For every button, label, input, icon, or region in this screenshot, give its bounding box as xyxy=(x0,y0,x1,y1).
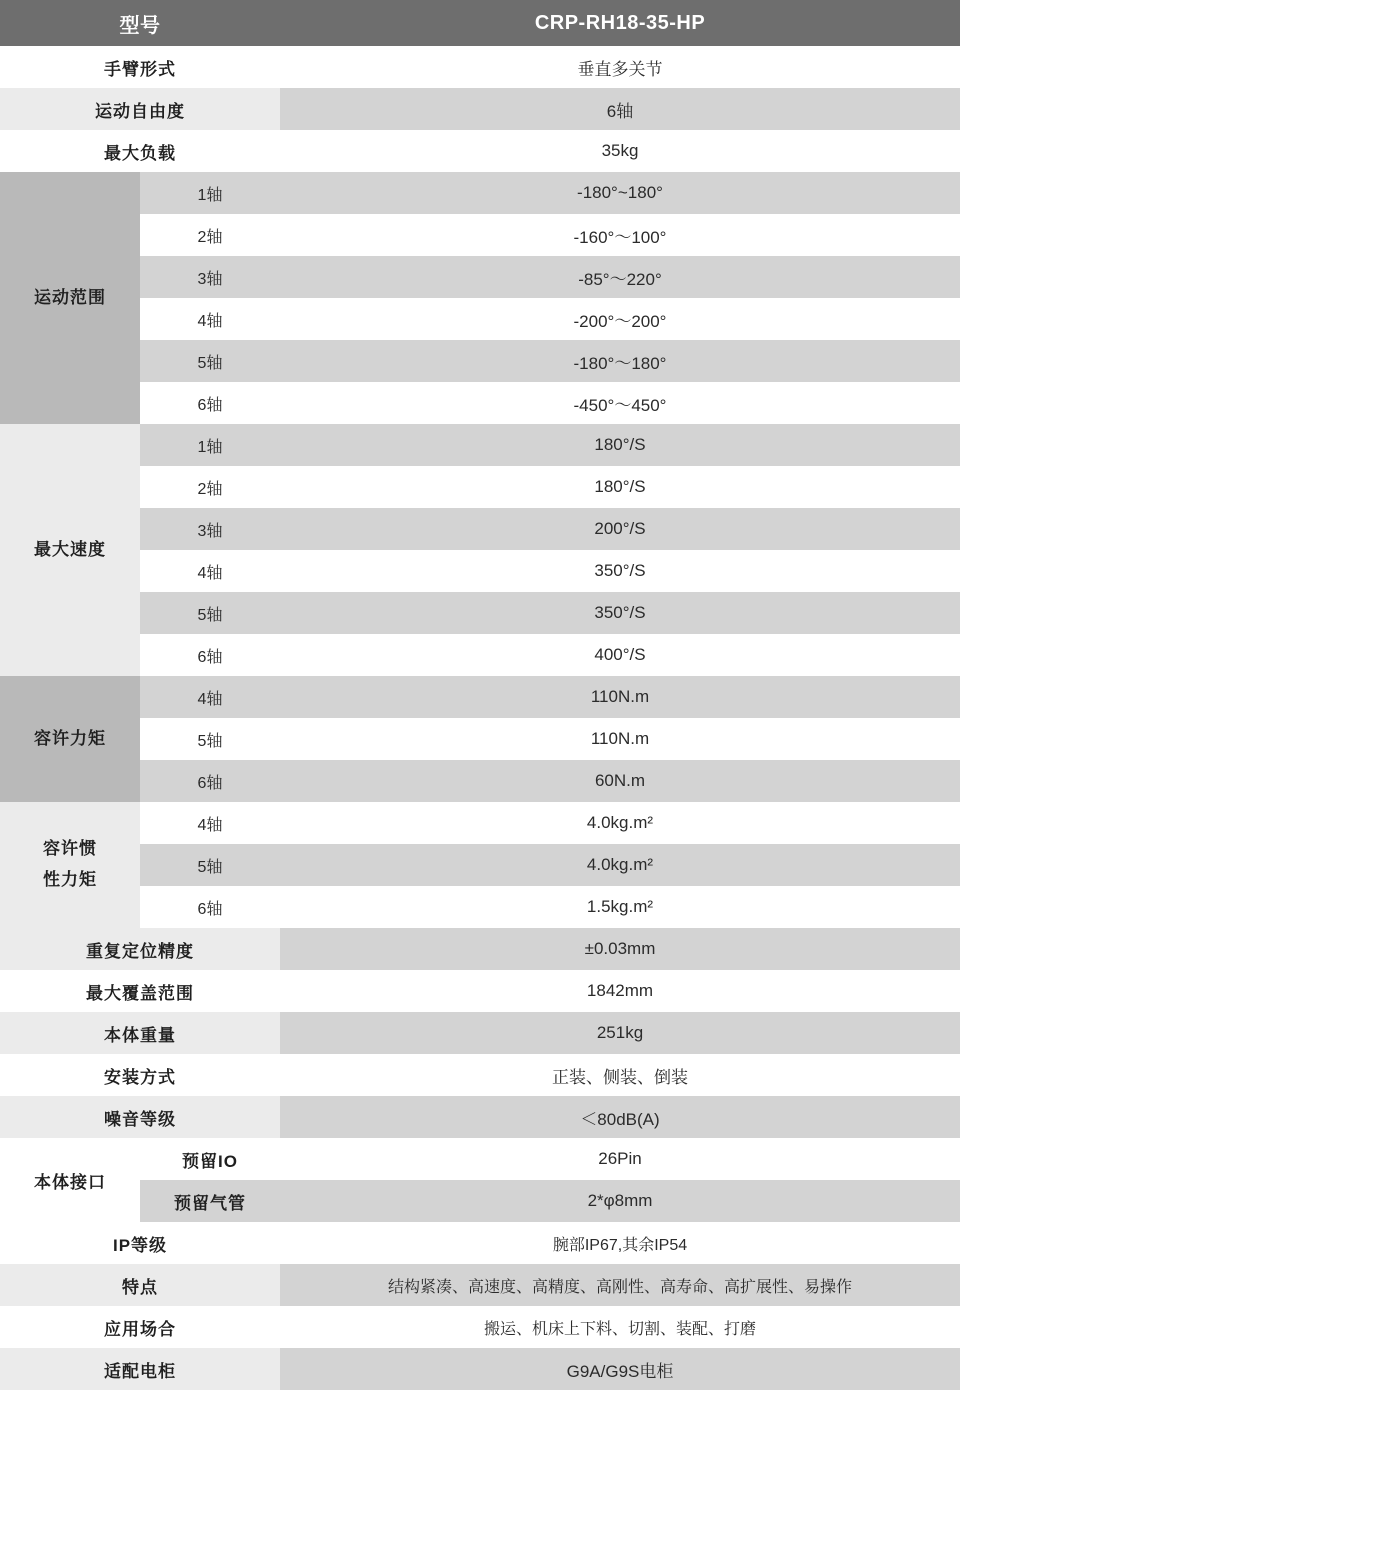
row-sublabel: 6轴 xyxy=(140,760,280,802)
row-value: 200°/S xyxy=(280,508,960,550)
table-row xyxy=(0,1138,960,1180)
row-value: -85°～220° xyxy=(280,256,960,298)
row-sublabel: 6轴 xyxy=(140,634,280,676)
row-value: G9A/G9S电柜 xyxy=(280,1348,960,1390)
row-label: IP等级 xyxy=(0,1222,280,1264)
row-value: ＜80dB(A) xyxy=(280,1096,960,1138)
row-value: 35kg xyxy=(280,130,960,172)
group-label-line1: 容许惯 xyxy=(43,839,97,859)
row-value: 1.5kg.m² xyxy=(280,886,960,928)
row-sublabel: 预留IO xyxy=(140,1138,280,1180)
table-row xyxy=(0,970,960,1012)
row-value: 251kg xyxy=(280,1012,960,1054)
row-value: 60N.m xyxy=(280,760,960,802)
table-row xyxy=(0,424,960,466)
row-sublabel: 4轴 xyxy=(140,802,280,844)
table-row xyxy=(0,676,960,718)
table-row xyxy=(0,298,960,340)
row-value: 400°/S xyxy=(280,634,960,676)
table-row xyxy=(0,592,960,634)
table-row xyxy=(0,844,960,886)
row-sublabel: 4轴 xyxy=(140,298,280,340)
row-value: 1842mm xyxy=(280,970,960,1012)
row-value: 350°/S xyxy=(280,550,960,592)
table-row xyxy=(0,508,960,550)
row-label: 重复定位精度 xyxy=(0,928,280,970)
table-row xyxy=(0,718,960,760)
row-label: 适配电柜 xyxy=(0,1348,280,1390)
row-sublabel: 4轴 xyxy=(140,676,280,718)
table-row xyxy=(0,760,960,802)
row-sublabel: 5轴 xyxy=(140,844,280,886)
row-value: 4.0kg.m² xyxy=(280,802,960,844)
table-row xyxy=(0,382,960,424)
row-value: 180°/S xyxy=(280,424,960,466)
table-row xyxy=(0,634,960,676)
row-value: 110N.m xyxy=(280,718,960,760)
row-value: 搬运、机床上下料、切割、装配、打磨 xyxy=(280,1306,960,1348)
row-value: 结构紧凑、高速度、高精度、高刚性、高寿命、高扩展性、易操作 xyxy=(280,1264,960,1306)
header-label: 型号 xyxy=(0,0,280,46)
row-label: 本体重量 xyxy=(0,1012,280,1054)
table-header-row xyxy=(0,0,960,46)
row-value: -180°~180° xyxy=(280,172,960,214)
row-value: 110N.m xyxy=(280,676,960,718)
row-sublabel: 5轴 xyxy=(140,718,280,760)
group-label-body-interface: 本体接口 xyxy=(0,1138,140,1222)
row-sublabel: 2轴 xyxy=(140,466,280,508)
table-row xyxy=(0,88,960,130)
group-label-motion-range: 运动范围 xyxy=(0,172,140,424)
row-value: 腕部IP67,其余IP54 xyxy=(280,1222,960,1264)
row-sublabel: 2轴 xyxy=(140,214,280,256)
row-label: 安装方式 xyxy=(0,1054,280,1096)
table-row xyxy=(0,1054,960,1096)
table-row xyxy=(0,1012,960,1054)
table-row xyxy=(0,130,960,172)
row-label: 噪音等级 xyxy=(0,1096,280,1138)
row-value: -200°～200° xyxy=(280,298,960,340)
row-sublabel: 4轴 xyxy=(140,550,280,592)
table-row xyxy=(0,172,960,214)
table-row xyxy=(0,466,960,508)
row-sublabel: 3轴 xyxy=(140,508,280,550)
table-row xyxy=(0,1348,960,1390)
row-label: 特点 xyxy=(0,1264,280,1306)
row-label: 最大覆盖范围 xyxy=(0,970,280,1012)
table-row xyxy=(0,1306,960,1348)
row-value: 180°/S xyxy=(280,466,960,508)
table-row xyxy=(0,214,960,256)
row-sublabel: 3轴 xyxy=(140,256,280,298)
row-value: 2*φ8mm xyxy=(280,1180,960,1222)
row-sublabel: 6轴 xyxy=(140,382,280,424)
group-label-allowable-torque: 容许力矩 xyxy=(0,676,140,802)
table-row xyxy=(0,886,960,928)
table-row xyxy=(0,1222,960,1264)
table-row xyxy=(0,1180,960,1222)
row-value: 26Pin xyxy=(280,1138,960,1180)
row-label: 应用场合 xyxy=(0,1306,280,1348)
row-value: 正装、侧装、倒装 xyxy=(280,1054,960,1096)
group-label-max-speed: 最大速度 xyxy=(0,424,140,676)
table-row xyxy=(0,550,960,592)
table-row xyxy=(0,1096,960,1138)
row-sublabel: 1轴 xyxy=(140,172,280,214)
row-value: 350°/S xyxy=(280,592,960,634)
row-sublabel: 1轴 xyxy=(140,424,280,466)
row-value: -180°～180° xyxy=(280,340,960,382)
table-row xyxy=(0,1264,960,1306)
header-value: CRP-RH18-35-HP xyxy=(280,0,960,46)
row-value: 6轴 xyxy=(280,88,960,130)
row-value: -450°～450° xyxy=(280,382,960,424)
table-row xyxy=(0,802,960,844)
row-sublabel: 6轴 xyxy=(140,886,280,928)
group-label-allowable-inertia xyxy=(0,802,140,928)
table-row xyxy=(0,928,960,970)
row-sublabel: 5轴 xyxy=(140,592,280,634)
row-sublabel: 预留气管 xyxy=(140,1180,280,1222)
row-sublabel: 5轴 xyxy=(140,340,280,382)
row-label: 最大负载 xyxy=(0,130,280,172)
row-label: 手臂形式 xyxy=(0,46,280,88)
row-value: ±0.03mm xyxy=(280,928,960,970)
row-value: -160°～100° xyxy=(280,214,960,256)
table-row xyxy=(0,46,960,88)
row-label: 运动自由度 xyxy=(0,88,280,130)
row-value: 4.0kg.m² xyxy=(280,844,960,886)
row-value: 垂直多关节 xyxy=(280,46,960,88)
group-label-line2: 性力矩 xyxy=(43,870,97,889)
table-row xyxy=(0,340,960,382)
table-row xyxy=(0,256,960,298)
